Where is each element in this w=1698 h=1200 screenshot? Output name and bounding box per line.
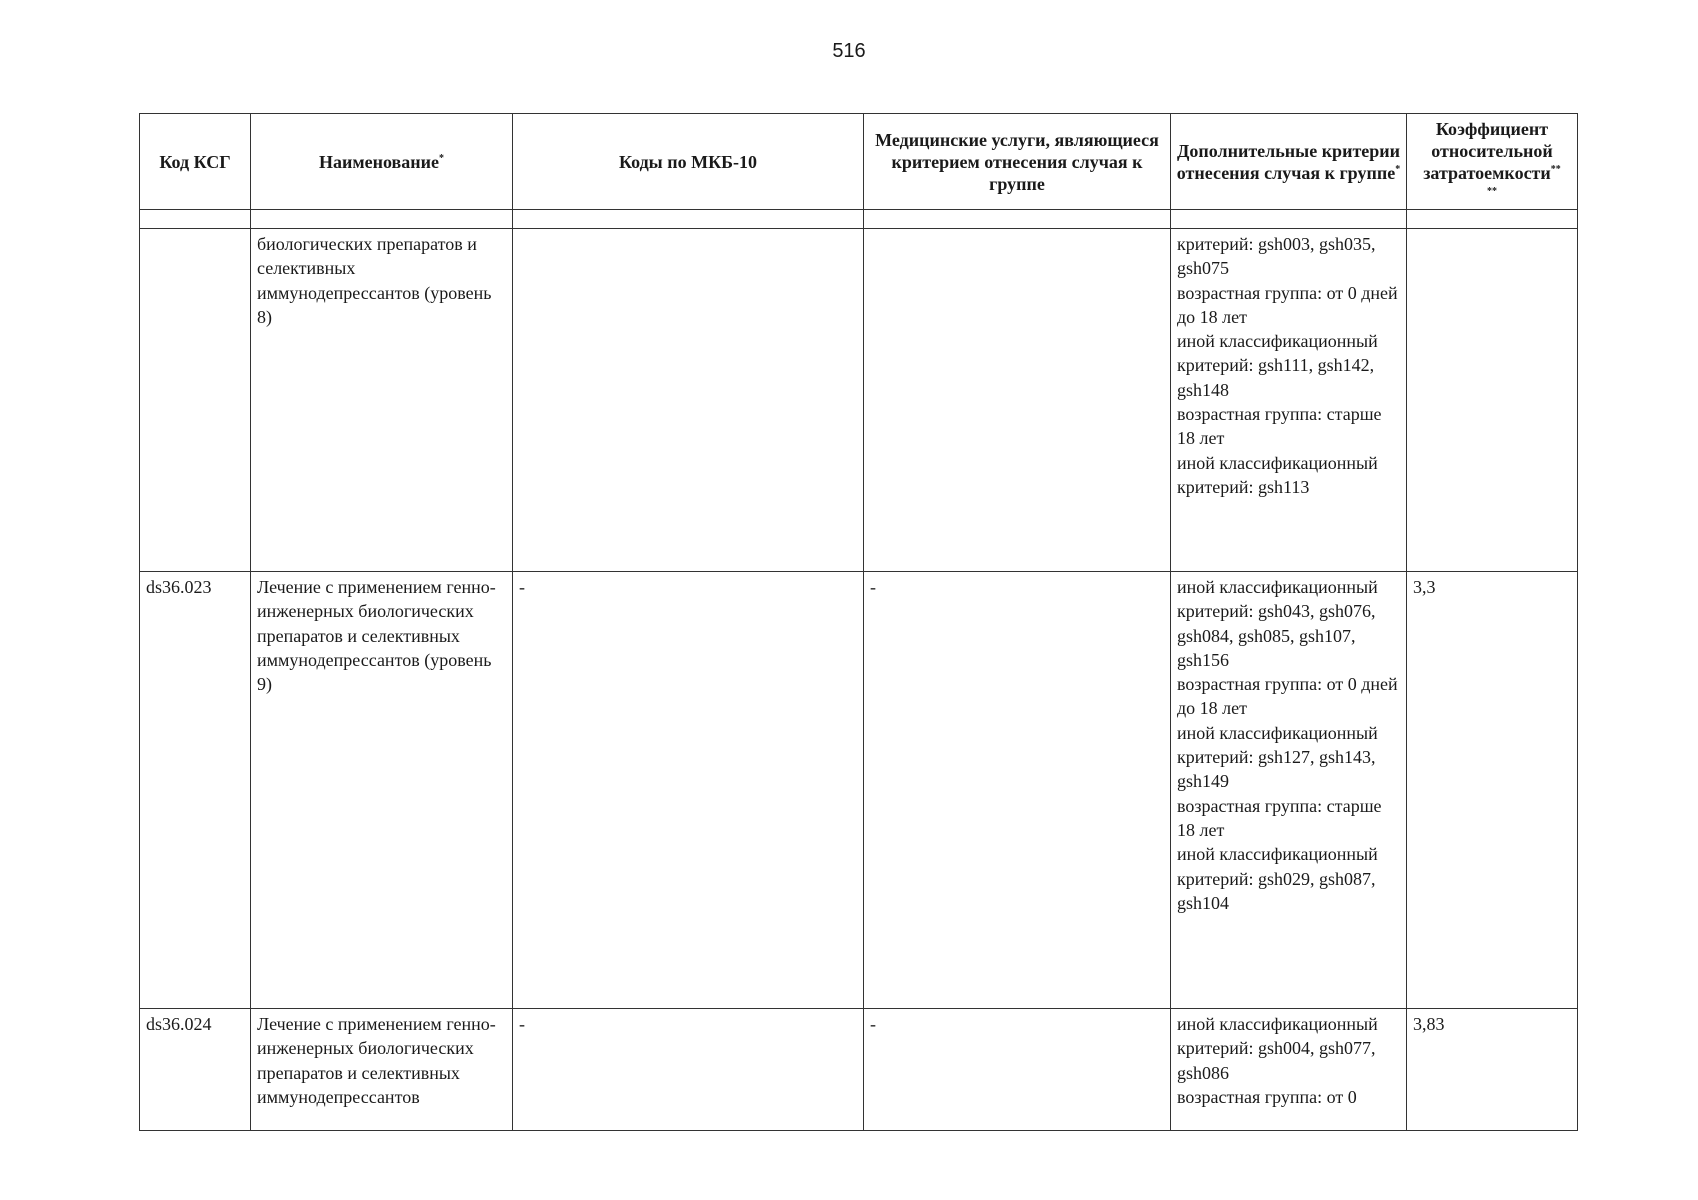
cell-criteria: критерий: gsh003, gsh035, gsh075 возрастная группа: от 0 дней до 18 лет иной классификационный критерий: gsh111, gsh142, gsh148 возрастная группа: старше 18 лет иной классификационный критерий: gsh113 xyxy=(1171,229,1407,572)
footnote-mark: ** xyxy=(1487,185,1497,197)
cell-coef: 3,3 xyxy=(1407,572,1578,1009)
cell-code: ds36.023 xyxy=(140,572,251,1009)
header-criteria: Дополнительные критерии отнесения случая к группе* xyxy=(1171,114,1407,210)
header-code: Код КСГ xyxy=(140,114,251,210)
cell-criteria: иной классификационный критерий: gsh043, gsh076, gsh084, gsh085, gsh107, gsh156 возрастная группа: от 0 дней до 18 лет иной классификационный критерий: gsh127, gsh143, gsh149 возрастная группа: старше 18 лет иной классификационный критерий: gsh029, gsh087, gsh104 xyxy=(1171,572,1407,1009)
cell-code: ds36.024 xyxy=(140,1009,251,1131)
footnote-mark: ** xyxy=(1550,163,1561,175)
cell-mkb xyxy=(513,229,864,572)
table-row xyxy=(140,572,1578,1009)
cell-name: биологических препаратов и селективных иммунодепрессантов (уровень 8) xyxy=(251,229,513,572)
cell-services xyxy=(864,229,1171,572)
cell-services: - xyxy=(864,1009,1171,1131)
table-header-row xyxy=(140,114,1578,210)
footnote-mark: * xyxy=(439,152,444,164)
cell-criteria: иной классификационный критерий: gsh004, gsh077, gsh086 возрастная группа: от 0 xyxy=(1171,1009,1407,1131)
header-coef: Коэффициент относительной затратоемкости** ** xyxy=(1407,114,1578,210)
cell-name: Лечение с применением генно-инженерных биологических препаратов и селективных иммунодепрессантов xyxy=(251,1009,513,1131)
cell-code xyxy=(140,229,251,572)
header-name: Наименование* xyxy=(251,114,513,210)
footnote-mark: * xyxy=(1395,163,1401,175)
header-spacer-row xyxy=(140,210,1578,229)
cell-mkb: - xyxy=(513,572,864,1009)
cell-services: - xyxy=(864,572,1171,1009)
cell-mkb: - xyxy=(513,1009,864,1131)
table-row xyxy=(140,229,1578,572)
cell-coef xyxy=(1407,229,1578,572)
ksg-table xyxy=(139,113,1578,1131)
table-row xyxy=(140,1009,1578,1131)
cell-coef: 3,83 xyxy=(1407,1009,1578,1131)
page-number: 516 xyxy=(832,40,866,62)
cell-name: Лечение с применением генно-инженерных биологических препаратов и селективных иммунодепрессантов (уровень 9) xyxy=(251,572,513,1009)
header-mkb: Коды по МКБ-10 xyxy=(513,114,864,210)
header-services: Медицинские услуги, являющиеся критерием отнесения случая к группе xyxy=(864,114,1171,210)
